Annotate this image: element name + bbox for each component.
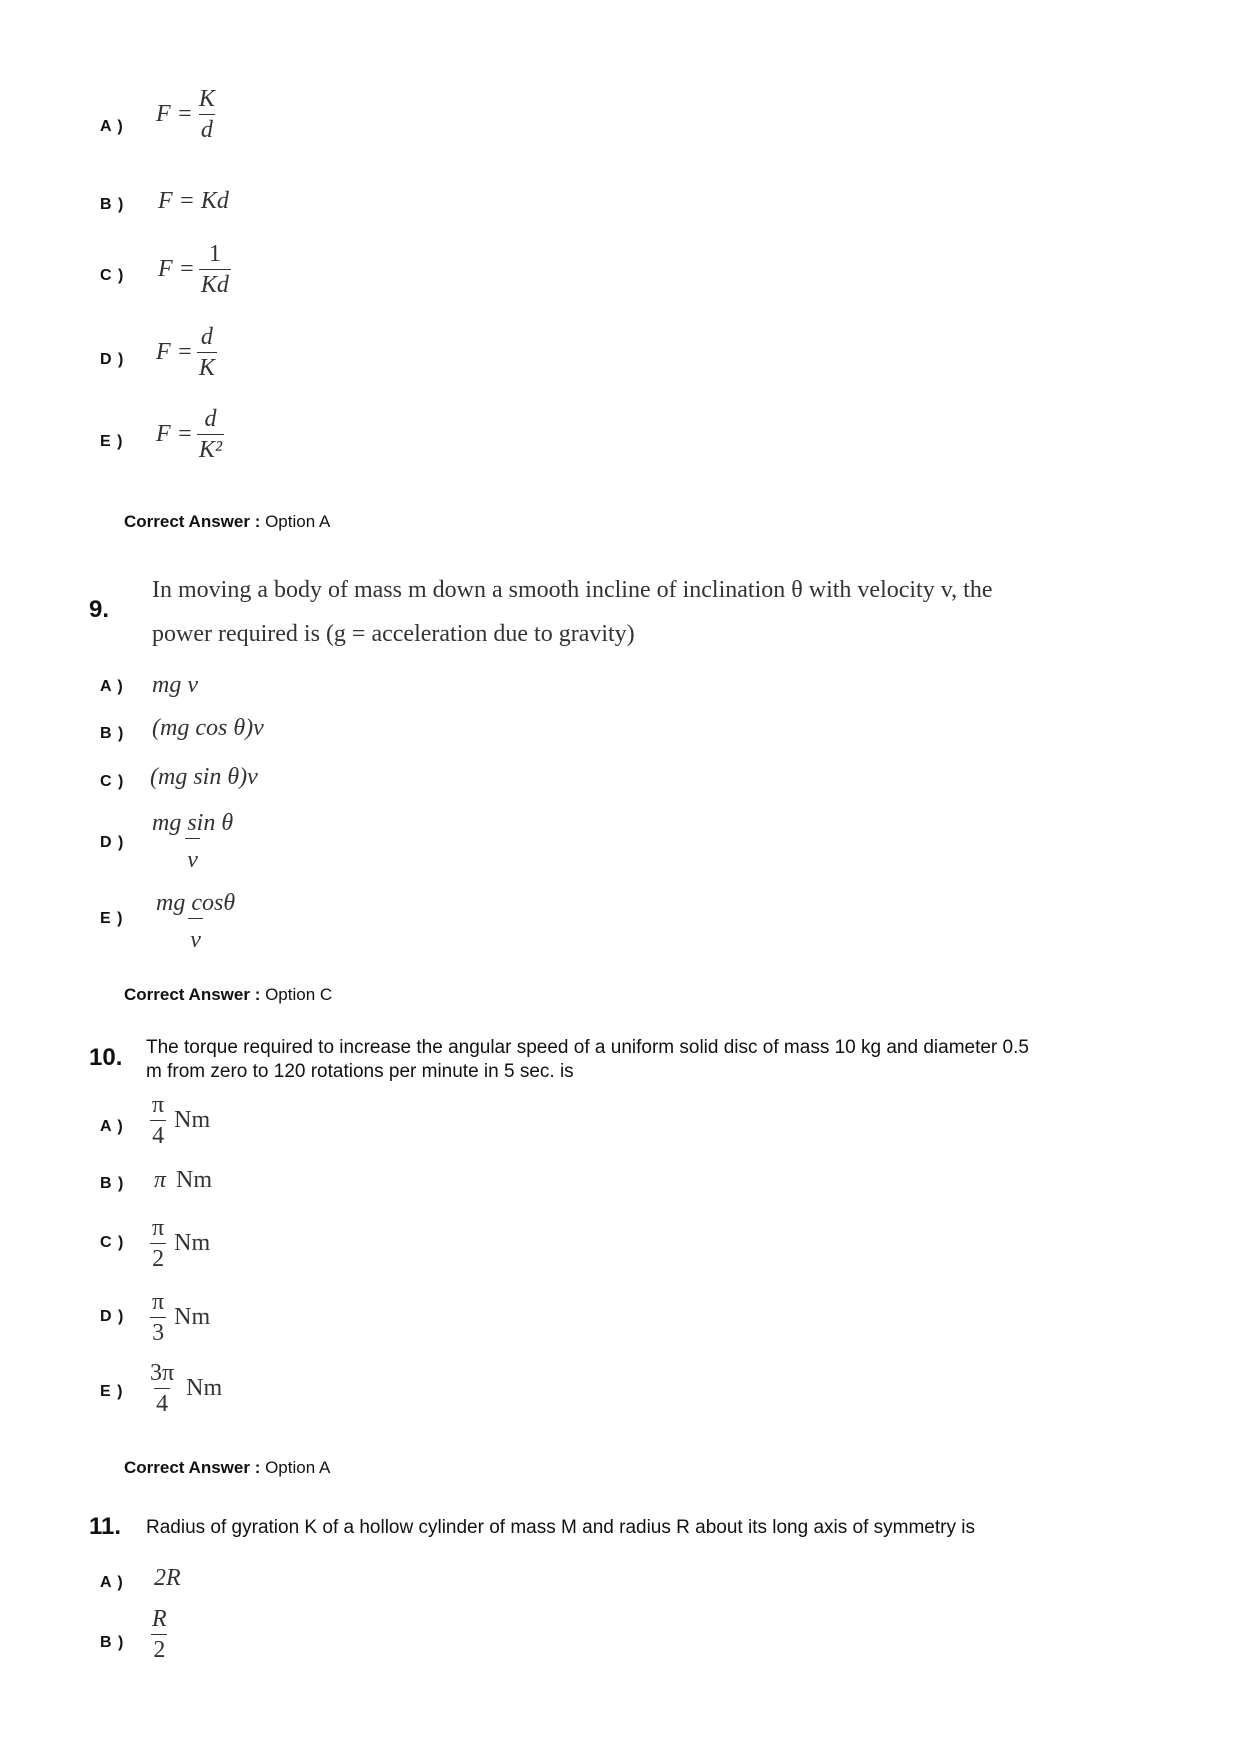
q11-option-a-label: A ) [100, 1574, 124, 1591]
q10-option-c-formula [150, 1213, 210, 1274]
q11-option-b-numerator: R [152, 1606, 167, 1632]
q10-option-c-unit: Nm [174, 1230, 211, 1256]
q10-option-c-numerator: π [152, 1215, 165, 1241]
q8-option-a-denominator: d [199, 114, 215, 145]
q9-option-d-label: D ) [100, 834, 125, 851]
q10-option-a-numerator: π [152, 1092, 165, 1118]
q10-option-b-value: π [154, 1167, 167, 1193]
q8-answer-value: Option A [260, 512, 331, 531]
q10-option-a-label: A ) [100, 1118, 124, 1135]
q8-option-d-formula [156, 322, 217, 383]
q11-option-a-formula: 2R [154, 1565, 181, 1591]
q8-option-a-lhs: F = [156, 101, 193, 127]
q8-option-d-lhs: F = [156, 339, 193, 365]
q10-option-d-label: D ) [100, 1308, 125, 1325]
q10-correct-answer [124, 1458, 330, 1478]
q8-option-e-formula [156, 404, 224, 465]
q10-option-e-numerator: 3π [150, 1360, 175, 1386]
q10-option-e-formula [148, 1358, 222, 1419]
q10-option-e-label: E ) [100, 1383, 124, 1400]
q10-option-c-label: C ) [100, 1234, 125, 1251]
q10-option-a-unit: Nm [174, 1107, 211, 1133]
q10-option-d-numerator: π [152, 1289, 165, 1315]
q10-option-a-denominator: 4 [150, 1120, 166, 1151]
q8-option-d-numerator: d [200, 324, 213, 350]
q10-option-d-formula [150, 1287, 210, 1348]
q10-option-b-label: B ) [100, 1175, 125, 1192]
q10-option-e-denominator: 4 [154, 1388, 170, 1419]
q10-number: 10. [89, 1044, 123, 1071]
q9-option-c-formula: (mg sin θ)v [150, 764, 258, 790]
q8-option-e-numerator: d [204, 406, 217, 432]
q10-text-line-1: The torque required to increase the angular speed of a uniform solid disc of mass 10 kg and diameter 0.5 [146, 1037, 1029, 1058]
q8-option-a-label: A ) [100, 118, 124, 135]
q9-option-b-formula: (mg cos θ)v [152, 715, 264, 741]
q10-text-line-2: m from zero to 120 rotations per minute in 5 sec. is [146, 1061, 574, 1082]
q10-text [146, 1036, 1029, 1084]
q9-option-b-label: B ) [100, 725, 125, 742]
q9-option-d-numerator: mg sin θ [152, 810, 234, 836]
q10-option-c-denominator: 2 [150, 1243, 166, 1274]
q8-option-b-label: B ) [100, 196, 125, 213]
q11-text: Radius of gyration K of a hollow cylinder of mass M and radius R about its long axis of symmetry is [146, 1517, 975, 1538]
q9-text-line-1: In moving a body of mass m down a smooth incline of inclination θ with velocity v, the [152, 577, 993, 603]
q10-option-d-denominator: 3 [150, 1317, 166, 1348]
q8-option-a-numerator: K [198, 86, 215, 112]
q9-text [152, 568, 992, 656]
q9-correct-answer [124, 985, 332, 1005]
q10-answer-value: Option A [260, 1458, 331, 1477]
q11-option-b-denominator: 2 [151, 1634, 167, 1665]
q8-option-e-lhs: F = [156, 421, 193, 447]
q11-option-b-label: B ) [100, 1634, 125, 1651]
q10-option-b-unit: Nm [176, 1167, 213, 1193]
q9-option-e-denominator: v [188, 918, 203, 955]
q9-text-line-2: power required is (g = acceleration due to gravity) [152, 621, 635, 647]
q8-answer-label: Correct Answer : [124, 512, 261, 531]
q9-option-e-label: E ) [100, 910, 124, 927]
q8-option-a-formula [156, 84, 217, 145]
q9-number: 9. [89, 596, 110, 623]
q9-option-a-formula: mg v [152, 672, 198, 698]
q9-answer-value: Option C [260, 985, 333, 1004]
q9-option-d-denominator: v [185, 838, 200, 875]
q10-answer-label: Correct Answer : [124, 1458, 261, 1477]
q9-option-d-formula [150, 808, 235, 875]
q9-option-e-numerator: mg cosθ [156, 890, 236, 916]
q8-option-c-denominator: Kd [199, 269, 231, 300]
q8-option-c-label: C ) [100, 267, 125, 284]
q11-option-b-formula [150, 1604, 169, 1665]
q8-option-c-formula [158, 239, 231, 300]
q8-option-d-denominator: K [197, 352, 217, 383]
q8-correct-answer [124, 512, 330, 532]
q8-option-c-numerator: 1 [208, 241, 221, 267]
q10-option-d-unit: Nm [174, 1304, 211, 1330]
q8-option-e-label: E ) [100, 433, 124, 450]
q11-number: 11. [89, 1513, 122, 1540]
q10-option-a-formula [150, 1090, 210, 1151]
q9-option-a-label: A ) [100, 678, 124, 695]
q9-answer-label: Correct Answer : [124, 985, 261, 1004]
q10-option-b-formula [154, 1167, 212, 1194]
q9-option-e-formula [154, 888, 237, 955]
q9-option-c-label: C ) [100, 773, 125, 790]
q8-option-d-label: D ) [100, 351, 125, 368]
q8-option-e-denominator: K² [197, 434, 224, 465]
q10-option-e-unit: Nm [186, 1375, 223, 1401]
q8-option-b-formula: F = Kd [158, 188, 229, 214]
q8-option-c-lhs: F = [158, 256, 195, 282]
